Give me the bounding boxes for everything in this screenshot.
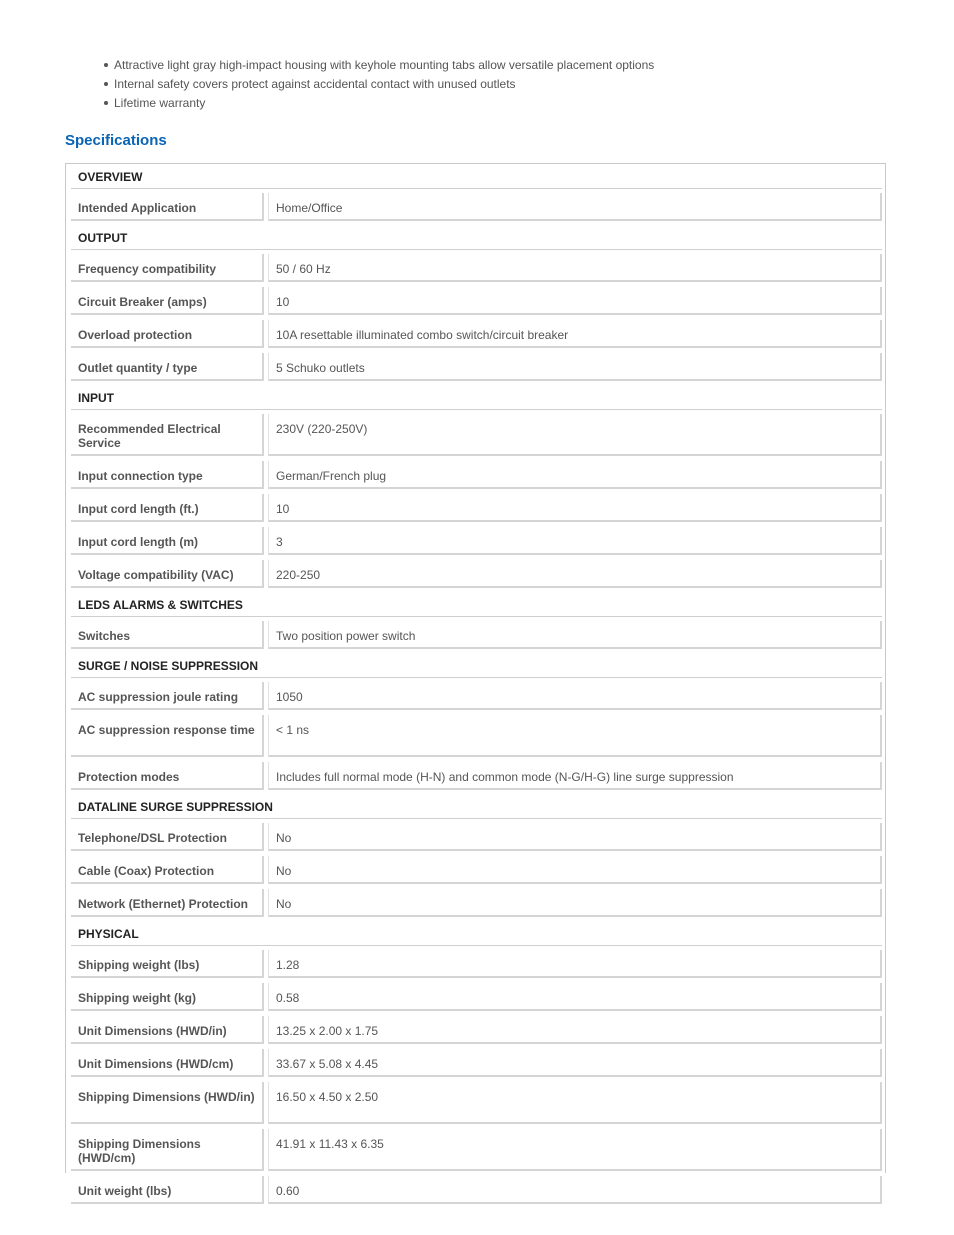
spec-row — [71, 823, 882, 851]
spec-row — [71, 950, 882, 978]
spec-value: 220-250 — [268, 560, 882, 588]
spec-row — [71, 461, 882, 489]
bullet-icon — [104, 63, 108, 67]
spec-row — [71, 1016, 882, 1044]
spec-label: Voltage compatibility (VAC) — [71, 560, 264, 588]
spec-value: 41.91 x 11.43 x 6.35 — [268, 1129, 882, 1171]
bullet-icon — [104, 82, 108, 86]
spec-label: AC suppression joule rating — [71, 682, 264, 710]
spec-label: Unit Dimensions (HWD/in) — [71, 1016, 264, 1044]
spec-row — [71, 193, 882, 221]
spec-label: Protection modes — [71, 762, 264, 790]
spec-row — [71, 254, 882, 282]
spec-label: Intended Application — [71, 193, 264, 221]
spec-row — [71, 1129, 882, 1171]
section-heading: OVERVIEW — [71, 165, 882, 189]
spec-label: Unit Dimensions (HWD/cm) — [71, 1049, 264, 1077]
spec-value: 1.28 — [268, 950, 882, 978]
spec-value: 10 — [268, 494, 882, 522]
section-heading: PHYSICAL — [71, 922, 882, 946]
spec-value: 3 — [268, 527, 882, 555]
spec-value: < 1 ns — [268, 715, 882, 757]
spec-label: Circuit Breaker (amps) — [71, 287, 264, 315]
spec-label: Network (Ethernet) Protection — [71, 889, 264, 917]
spec-row — [71, 1082, 882, 1124]
spec-label: Input connection type — [71, 461, 264, 489]
section-heading: LEDS ALARMS & SWITCHES — [71, 593, 882, 617]
spec-value: No — [268, 856, 882, 884]
spec-label: Recommended Electrical Service — [71, 414, 264, 456]
spec-value: 0.58 — [268, 983, 882, 1011]
specifications-body — [71, 164, 882, 1209]
spec-value: 33.67 x 5.08 x 4.45 — [268, 1049, 882, 1077]
spec-row — [71, 1049, 882, 1077]
bullet-icon — [104, 101, 108, 105]
spec-row — [71, 983, 882, 1011]
spec-row — [71, 527, 882, 555]
spec-row — [71, 494, 882, 522]
spec-label: Input cord length (ft.) — [71, 494, 264, 522]
spec-value: 16.50 x 4.50 x 2.50 — [268, 1082, 882, 1124]
feature-item — [104, 75, 654, 94]
spec-label: Outlet quantity / type — [71, 353, 264, 381]
spec-row — [71, 762, 882, 790]
spec-row — [71, 682, 882, 710]
feature-item — [104, 56, 654, 75]
spec-value: No — [268, 889, 882, 917]
spec-row — [71, 715, 882, 757]
spec-value: 230V (220-250V) — [268, 414, 882, 456]
specifications-heading: Specifications — [65, 132, 167, 149]
spec-label: Cable (Coax) Protection — [71, 856, 264, 884]
spec-value: Home/Office — [268, 193, 882, 221]
spec-row — [71, 287, 882, 315]
spec-row — [71, 353, 882, 381]
feature-text: Attractive light gray high-impact housing with keyhole mounting tabs allow versatile placement options — [114, 58, 655, 72]
spec-value: 10A resettable illuminated combo switch/circuit breaker — [268, 320, 882, 348]
spec-label: Overload protection — [71, 320, 264, 348]
specifications-table — [65, 163, 886, 1198]
spec-label: Shipping Dimensions (HWD/in) — [71, 1082, 264, 1124]
spec-value: No — [268, 823, 882, 851]
spec-value: 10 — [268, 287, 882, 315]
feature-item — [104, 94, 654, 113]
spec-label: Shipping weight (kg) — [71, 983, 264, 1011]
spec-label: Telephone/DSL Protection — [71, 823, 264, 851]
section-heading: SURGE / NOISE SUPPRESSION — [71, 654, 882, 678]
spec-row — [71, 889, 882, 917]
spec-label: Frequency compatibility — [71, 254, 264, 282]
spec-label: AC suppression response time — [71, 715, 264, 757]
spec-value: German/French plug — [268, 461, 882, 489]
spec-value: 13.25 x 2.00 x 1.75 — [268, 1016, 882, 1044]
feature-list — [104, 56, 654, 113]
spec-label: Switches — [71, 621, 264, 649]
spec-label: Input cord length (m) — [71, 527, 264, 555]
spec-label: Shipping weight (lbs) — [71, 950, 264, 978]
feature-text: Internal safety covers protect against accidental contact with unused outlets — [114, 77, 516, 91]
spec-row — [71, 560, 882, 588]
spec-value: Two position power switch — [268, 621, 882, 649]
spec-row — [71, 1176, 882, 1204]
spec-row — [71, 320, 882, 348]
feature-text: Lifetime warranty — [114, 96, 206, 110]
spec-label: Shipping Dimensions (HWD/cm) — [71, 1129, 264, 1171]
spec-value: 5 Schuko outlets — [268, 353, 882, 381]
spec-row — [71, 621, 882, 649]
spec-row — [71, 414, 882, 456]
spec-value: Includes full normal mode (H-N) and common mode (N-G/H-G) line surge suppression — [268, 762, 882, 790]
spec-value: 1050 — [268, 682, 882, 710]
section-heading: DATALINE SURGE SUPPRESSION — [71, 795, 882, 819]
section-heading: INPUT — [71, 386, 882, 410]
spec-value: 50 / 60 Hz — [268, 254, 882, 282]
spec-row — [71, 856, 882, 884]
section-heading: OUTPUT — [71, 226, 882, 250]
spec-value: 0.60 — [268, 1176, 882, 1204]
spec-label: Unit weight (lbs) — [71, 1176, 264, 1204]
